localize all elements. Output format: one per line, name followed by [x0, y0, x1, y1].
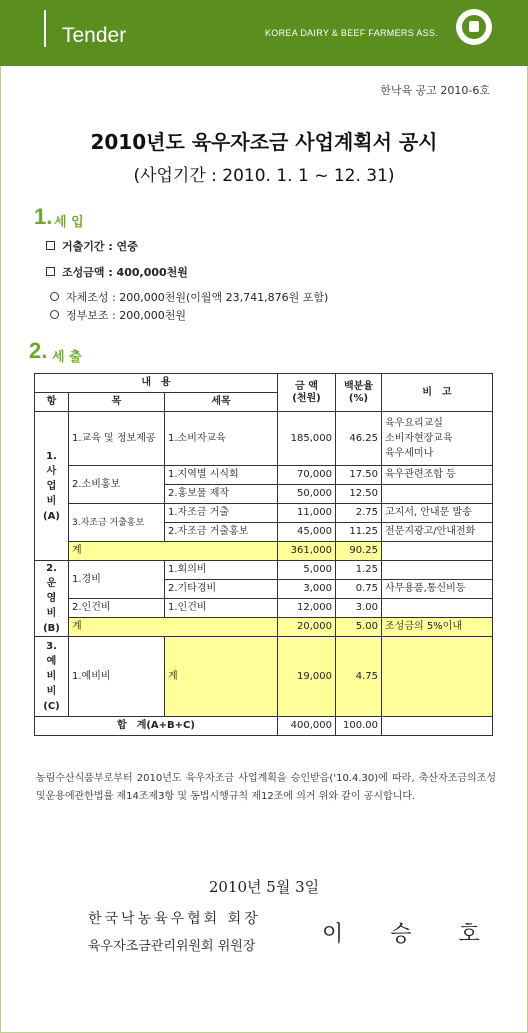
project-period: (사업기간 : 2010. 1. 1 ~ 12. 31) — [133, 166, 395, 186]
header-semok: 세목 — [165, 393, 278, 412]
hang-business-cost: 1. 사 업 비 (A) — [35, 412, 69, 561]
header-amount: 금 액 (천원) — [278, 374, 336, 412]
subtotal-label: 계 — [69, 542, 278, 561]
semok-cell: 2.자조금 거출홍보 — [165, 523, 278, 542]
table-row — [35, 561, 493, 580]
ratio-cell: 0.75 — [336, 580, 382, 599]
table-row — [35, 466, 493, 485]
semok-cell: 1.자조금 거출 — [165, 504, 278, 523]
ratio-cell: 12.50 — [336, 485, 382, 504]
amount-cell: 3,000 — [278, 580, 336, 599]
amount-cell: 19,000 — [278, 637, 336, 717]
header-hang: 항 — [35, 393, 69, 412]
announcement-text: 농림수산식품부로부터 2010년도 육우자조금 사업계획을 승인받음('10.4.30)에 따라, 축산자조금의조성및운용에관한법률 제14조제3항 및 동법시행규칙 제12조에 의거 위와 같이 공시합니다. — [36, 773, 496, 802]
semok-cell: 계 — [165, 637, 278, 717]
amount-cell: 185,000 — [278, 412, 336, 466]
subtotal-row-b — [35, 618, 493, 637]
revenue-sub-item: 자체조성 : 200,000천원(이월액 23,741,876원 포함) — [50, 289, 328, 305]
note-cell: 육우관련조합 등 — [382, 466, 493, 485]
mok-cell: 3.자조금 거출홍보 — [69, 504, 165, 542]
section2-label: 세 출 — [52, 350, 82, 365]
note-cell: 조성금의 5%이내 — [382, 618, 493, 637]
note-cell — [382, 485, 493, 504]
mok-cell: 2.인건비 — [69, 599, 165, 618]
header-content: 내 용 — [35, 374, 278, 393]
total-row — [35, 717, 493, 736]
revenue-sub-item: 정부보조 : 200,000천원 — [50, 307, 186, 323]
page-title: 2010년도 육우자조금 사업계획서 공시 — [90, 130, 438, 154]
amount-cell: 50,000 — [278, 485, 336, 504]
header-note: 비 고 — [382, 374, 493, 412]
semok-cell: 1.인건비 — [165, 599, 278, 618]
section1-number: 1. — [34, 204, 53, 229]
note-cell: 사무용품,통신비등 — [382, 580, 493, 599]
ratio-cell: 5.00 — [336, 618, 382, 637]
association-logo-icon — [456, 9, 492, 45]
revenue-item: 거출기간 : 연중 — [46, 238, 138, 254]
revenue-item: 조성금액 : 400,000천원 — [46, 264, 188, 280]
ratio-cell: 100.00 — [336, 717, 382, 736]
table-row — [35, 504, 493, 523]
note-cell: 고지서, 안내문 발송 — [382, 504, 493, 523]
table-row — [35, 599, 493, 618]
header-mok: 목 — [69, 393, 165, 412]
mok-cell: 1.교육 및 정보제공 — [69, 412, 165, 466]
signatory-name: 이 승 호 — [322, 922, 500, 947]
semok-cell: 1.지역별 시식회 — [165, 466, 278, 485]
semok-cell: 2.기타경비 — [165, 580, 278, 599]
signatory-title-1: 한국낙농육우협회 회장 — [88, 911, 261, 927]
subtotal-label: 계 — [69, 618, 278, 637]
semok-cell: 1.회의비 — [165, 561, 278, 580]
header-banner — [0, 0, 528, 66]
semok-cell: 1.소비자교육 — [165, 412, 278, 466]
ratio-cell: 11.25 — [336, 523, 382, 542]
notice-number: 한낙육 공고 2010-6호 — [380, 84, 490, 97]
ratio-cell: 46.25 — [336, 412, 382, 466]
section1-label: 세 입 — [54, 215, 84, 230]
ratio-cell: 1.25 — [336, 561, 382, 580]
circle-bullet-icon — [50, 310, 59, 319]
announcement-date: 2010년 5월 3일 — [208, 878, 320, 896]
mok-cell: 1.경비 — [69, 561, 165, 599]
ratio-cell: 90.25 — [336, 542, 382, 561]
amount-cell: 45,000 — [278, 523, 336, 542]
section2-number: 2. — [29, 338, 48, 363]
table-row — [35, 412, 493, 466]
semok-cell: 2.홍보물 제작 — [165, 485, 278, 504]
mok-cell: 2.소비홍보 — [69, 466, 165, 504]
amount-cell: 11,000 — [278, 504, 336, 523]
amount-cell: 361,000 — [278, 542, 336, 561]
signatory-title-2: 육우자조금관리위원회 위원장 — [88, 939, 256, 954]
table-row — [35, 637, 493, 717]
note-cell — [382, 561, 493, 580]
mok-cell: 1.예비비 — [69, 637, 165, 717]
expenditure-table — [34, 373, 493, 736]
header-divider — [44, 10, 46, 47]
note-cell: 육우요리교실 소비자현장교육 육우세미나 — [382, 412, 493, 466]
ratio-cell: 17.50 — [336, 466, 382, 485]
amount-cell: 20,000 — [278, 618, 336, 637]
note-cell: 전문지광고/안내전화 — [382, 523, 493, 542]
total-label: 합 계(A+B+C) — [35, 717, 278, 736]
amount-cell: 70,000 — [278, 466, 336, 485]
table-header-row — [35, 374, 493, 393]
note-cell — [382, 542, 493, 561]
ratio-cell: 3.00 — [336, 599, 382, 618]
header-title: Tender — [62, 24, 127, 47]
subtotal-row-a — [35, 542, 493, 561]
header-ratio: 백분율 (%) — [336, 374, 382, 412]
logo-emblem — [469, 21, 479, 32]
hang-operating-cost: 2. 운 영 비 (B) — [35, 561, 69, 637]
square-bullet-icon — [46, 267, 55, 276]
amount-cell: 400,000 — [278, 717, 336, 736]
amount-cell: 5,000 — [278, 561, 336, 580]
note-cell — [382, 637, 493, 717]
ratio-cell: 4.75 — [336, 637, 382, 717]
circle-bullet-icon — [50, 292, 59, 301]
hang-reserve-cost: 3. 예 비 비 (C) — [35, 637, 69, 717]
square-bullet-icon — [46, 241, 55, 250]
header-org-name: KOREA DAIRY & BEEF FARMERS ASS. — [265, 28, 439, 38]
ratio-cell: 2.75 — [336, 504, 382, 523]
note-cell — [382, 599, 493, 618]
note-cell — [382, 717, 493, 736]
amount-cell: 12,000 — [278, 599, 336, 618]
